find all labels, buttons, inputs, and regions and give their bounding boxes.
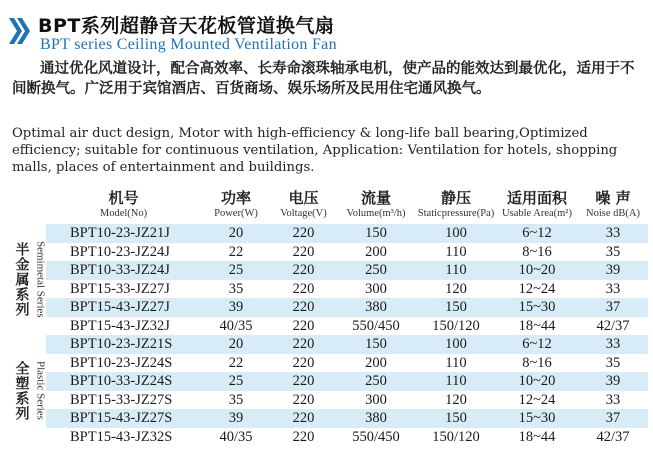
table-cell: 220 xyxy=(271,317,336,336)
series-label-en: Semimetal Series xyxy=(34,241,47,318)
table-cell: 25 xyxy=(201,261,271,280)
table-cell: 110 xyxy=(416,261,496,280)
model-number-cell: BPT15-43-JZ32S xyxy=(46,428,201,447)
series-group-label-inner xyxy=(13,335,47,446)
table-cell: 40/35 xyxy=(201,317,271,336)
model-number-cell: BPT10-33-JZ24S xyxy=(46,372,201,391)
table-cell: 39 xyxy=(578,261,648,280)
table-cell: 18~44 xyxy=(496,428,578,447)
model-number-cell: BPT10-33-JZ24J xyxy=(46,261,201,280)
table-cell: 33 xyxy=(578,391,648,410)
table-body xyxy=(13,224,648,446)
table-cell: 42/37 xyxy=(578,317,648,336)
column-header xyxy=(201,184,271,224)
table-cell: 39 xyxy=(578,372,648,391)
spec-table-container xyxy=(13,184,648,452)
table-cell: 25 xyxy=(201,372,271,391)
table-row xyxy=(16,409,648,428)
series-label-en: Plastic Series xyxy=(34,361,47,420)
table-cell: 550/450 xyxy=(336,317,416,336)
table-cell: 150 xyxy=(416,298,496,317)
column-header-en: Volume(m³/h) xyxy=(346,207,406,219)
page-header xyxy=(8,8,648,56)
model-number-cell: BPT15-43-JZ32J xyxy=(46,317,201,336)
table-cell: 110 xyxy=(416,372,496,391)
series-label-cn: 半金属系列 xyxy=(13,242,30,317)
column-header xyxy=(271,184,336,224)
table-cell: 220 xyxy=(271,224,336,243)
column-header-en: Voltage(V) xyxy=(280,207,327,219)
column-header-cn: 功率 xyxy=(220,188,251,207)
table-cell: 110 xyxy=(416,243,496,262)
table-cell: 12~24 xyxy=(496,391,578,410)
table-cell: 220 xyxy=(271,335,336,354)
table-cell: 110 xyxy=(416,354,496,373)
table-cell: 8~16 xyxy=(496,243,578,262)
table-cell: 300 xyxy=(336,280,416,299)
table-cell: 200 xyxy=(336,243,416,262)
table-cell: 150 xyxy=(336,224,416,243)
table-cell: 8~16 xyxy=(496,354,578,373)
description-english: Optimal air duct design, Motor with high-efficiency & long-life ball bearing,Optimized efficiency; suitable for continuous ventilation, Application: Ventilation for hotels, shopping malls, places of entertainment and buildings. xyxy=(12,126,618,175)
table-cell: 150/120 xyxy=(416,428,496,447)
table-cell: 6~12 xyxy=(496,335,578,354)
column-header xyxy=(496,184,578,224)
table-cell: 220 xyxy=(271,261,336,280)
table-cell: 380 xyxy=(336,298,416,317)
table-cell: 380 xyxy=(336,409,416,428)
table-cell: 35 xyxy=(201,280,271,299)
table-cell: 220 xyxy=(271,354,336,373)
table-cell: 250 xyxy=(336,372,416,391)
table-cell: 33 xyxy=(578,280,648,299)
series-group-label xyxy=(13,224,47,335)
table-cell: 220 xyxy=(271,391,336,410)
column-header-en: Model(No) xyxy=(99,207,148,219)
table-cell: 220 xyxy=(271,372,336,391)
table-cell: 42/37 xyxy=(578,428,648,447)
table-cell: 200 xyxy=(336,354,416,373)
model-number-cell: BPT10-23-JZ21J xyxy=(46,224,201,243)
model-number-cell: BPT10-23-JZ24J xyxy=(46,243,201,262)
table-row xyxy=(16,280,648,299)
table-cell: 15~30 xyxy=(496,409,578,428)
page-title: BPT系列超静音天花板管道换气扇 xyxy=(38,15,335,37)
description-chinese: 通过优化风道设计，配合高效率、长寿命滚珠轴承电机，使产品的能效达到最优化，适用于不间断换气。广泛用于宾馆酒店、百货商场、娱乐场所及民用住宅通风换气。 xyxy=(12,61,635,97)
series-label-cn: 全塑系列 xyxy=(13,360,30,421)
table-row xyxy=(16,298,648,317)
table-cell: 220 xyxy=(271,428,336,447)
table-cell: 100 xyxy=(416,224,496,243)
column-header-en: Power(W) xyxy=(214,207,258,219)
table-cell: 22 xyxy=(201,243,271,262)
table-cell: 39 xyxy=(201,409,271,428)
table-cell: 40/35 xyxy=(201,428,271,447)
table-cell: 250 xyxy=(336,261,416,280)
page-subtitle: BPT series Ceiling Mounted Ventilation Fan xyxy=(40,36,337,53)
column-header xyxy=(578,184,648,224)
table-cell: 100 xyxy=(416,335,496,354)
table-row xyxy=(16,317,648,336)
column-header xyxy=(416,184,496,224)
table-cell: 35 xyxy=(578,354,648,373)
model-number-cell: BPT10-23-JZ21S xyxy=(46,335,201,354)
model-number-cell: BPT10-23-JZ24S xyxy=(46,354,201,373)
column-header-cn: 电压 xyxy=(288,188,319,207)
column-header xyxy=(336,184,416,224)
column-header-en: Usable Area(m²) xyxy=(502,207,572,219)
series-group-label-inner xyxy=(13,224,47,335)
column-header-cn: 机号 xyxy=(108,188,139,207)
table-row xyxy=(16,372,648,391)
table-cell: 33 xyxy=(578,335,648,354)
table-cell: 10~20 xyxy=(496,372,578,391)
column-header-cn: 噪 声 xyxy=(595,188,631,207)
table-cell: 6~12 xyxy=(496,224,578,243)
table-row xyxy=(16,354,648,373)
table-cell: 550/450 xyxy=(336,428,416,447)
table-cell: 300 xyxy=(336,391,416,410)
table-cell: 15~30 xyxy=(496,298,578,317)
model-number-cell: BPT15-43-JZ27S xyxy=(46,409,201,428)
table-row xyxy=(16,335,648,354)
table-cell: 20 xyxy=(201,335,271,354)
model-number-cell: BPT15-43-JZ27J xyxy=(46,298,201,317)
table-cell: 120 xyxy=(416,391,496,410)
table-cell: 150/120 xyxy=(416,317,496,336)
table-cell: 22 xyxy=(201,354,271,373)
table-row xyxy=(16,261,648,280)
table-row xyxy=(16,243,648,262)
table-cell: 33 xyxy=(578,224,648,243)
column-header-en: Noise dB(A) xyxy=(586,207,640,219)
table-cell: 18~44 xyxy=(496,317,578,336)
table-cell: 120 xyxy=(416,280,496,299)
table-cell: 39 xyxy=(201,298,271,317)
spec-table xyxy=(13,184,648,446)
model-number-cell: BPT15-33-JZ27S xyxy=(46,391,201,410)
column-header-cn: 适用面积 xyxy=(506,188,567,207)
column-header-cn: 流量 xyxy=(360,188,391,207)
table-cell: 37 xyxy=(578,298,648,317)
table-cell: 220 xyxy=(271,298,336,317)
table-cell: 10~20 xyxy=(496,261,578,280)
table-cell: 20 xyxy=(201,224,271,243)
table-cell: 220 xyxy=(271,280,336,299)
table-cell: 150 xyxy=(416,409,496,428)
group-header-spacer xyxy=(16,184,46,224)
table-row xyxy=(16,224,648,243)
column-header xyxy=(46,184,201,224)
table-cell: 35 xyxy=(578,243,648,262)
table-header-row xyxy=(16,184,648,224)
model-number-cell: BPT15-33-JZ27J xyxy=(46,280,201,299)
table-cell: 220 xyxy=(271,243,336,262)
table-cell: 150 xyxy=(336,335,416,354)
table-cell: 37 xyxy=(578,409,648,428)
table-cell: 12~24 xyxy=(496,280,578,299)
series-group-label xyxy=(13,335,47,446)
table-row xyxy=(16,391,648,410)
table-row xyxy=(16,428,648,447)
column-header-cn: 静压 xyxy=(440,188,471,207)
table-cell: 35 xyxy=(201,391,271,410)
table-cell: 220 xyxy=(271,409,336,428)
double-chevron-right-icon xyxy=(8,16,32,46)
column-header-en: Staticpressure(Pa) xyxy=(417,207,495,219)
